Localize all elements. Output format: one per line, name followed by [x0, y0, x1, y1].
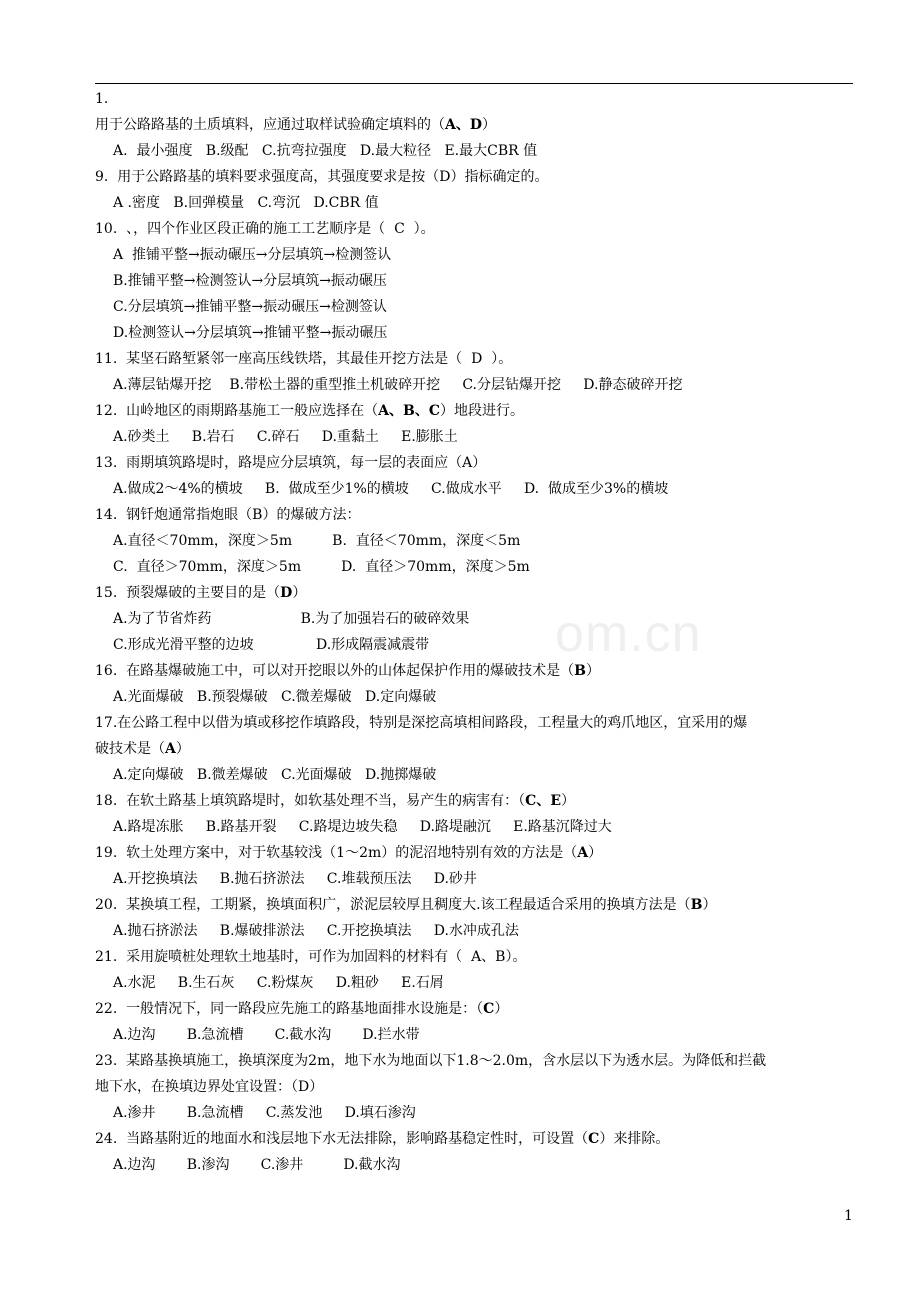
line-text: 17.在公路工程中以借为填或移挖作填路段，特别是深挖高填相间路段，工程量大的鸡爪地区，宜采用的爆	[95, 715, 748, 731]
line-text: B.推铺平整→检测签认→分层填筑→振动碾压	[113, 273, 387, 289]
option-line	[95, 424, 855, 450]
option-line	[95, 476, 855, 502]
line-text-tail: ）	[494, 1001, 509, 1017]
line-text: A.渗井 B.急流槽 C.蒸发池 D.填石渗沟	[113, 1105, 416, 1121]
line-text: 10. 、，四个作业区段正确的施工工艺顺序是（ C ）。	[95, 221, 435, 237]
answer-key: C、E	[525, 793, 561, 809]
line-text: 18. 在软土路基上填筑路堤时，如软基处理不当，易产生的病害有：（	[95, 793, 526, 809]
option-line	[95, 918, 855, 944]
line-text: A .密度 B.回弹模量 C.弯沉 D.CBR 值	[113, 195, 379, 211]
answer-key: A	[577, 845, 589, 861]
document-body	[95, 86, 855, 1178]
line-text: D.检测签认→分层填筑→推铺平整→振动碾压	[113, 325, 388, 341]
line-text: 1.	[95, 91, 109, 107]
line-text: 用于公路路基的土质填料，应通过取样试验确定填料的（	[95, 117, 445, 133]
answer-key: D	[280, 585, 293, 601]
question-line	[95, 86, 855, 112]
option-line	[95, 294, 855, 320]
line-text: 21. 采用旋喷桩处理软土地基时，可作为加固料的材料有（ A、B）。	[95, 949, 527, 965]
option-line	[95, 684, 855, 710]
answer-key: C	[588, 1131, 600, 1147]
line-text: 12. 山岭地区的雨期路基施工一般应选择在（	[95, 403, 379, 419]
option-line	[95, 190, 855, 216]
option-line	[95, 554, 855, 580]
line-text-tail: ）地段进行。	[440, 403, 525, 419]
line-text: A.做成2～4%的横坡 B. 做成至少1%的横坡 C.做成水平 D. 做成至少3%的横坡	[113, 481, 669, 497]
question-line	[95, 658, 855, 684]
line-text: C.形成光滑平整的边坡 D.形成隔震减震带	[113, 637, 430, 653]
line-text: A.砂类土 B.岩石 C.碎石 D.重黏土 E.膨胀土	[113, 429, 458, 445]
option-line	[95, 866, 855, 892]
option-line	[95, 814, 855, 840]
question-line	[95, 892, 855, 918]
option-line	[95, 528, 855, 554]
question-line	[95, 112, 855, 138]
question-line	[95, 1048, 855, 1074]
line-text: A.光面爆破 B.预裂爆破 C.微差爆破 D.定向爆破	[113, 689, 437, 705]
line-text: A.薄层钻爆开挖 B.带松土器的重型推土机破碎开挖 C.分层钻爆开挖 D.静态破碎开挖	[113, 377, 683, 393]
line-text: C.分层填筑→推铺平整→振动碾压→检测签认	[113, 299, 387, 315]
line-text: 地下水，在换填边界处宜设置：（D）	[95, 1079, 324, 1095]
option-line	[95, 242, 855, 268]
question-line	[95, 346, 855, 372]
question-line	[95, 710, 855, 736]
line-text: A.抛石挤淤法 B.爆破排淤法 C.开挖换填法 D.水冲成孔法	[113, 923, 519, 939]
answer-key: C	[483, 1001, 495, 1017]
line-text: 11. 某坚石路堑紧邻一座高压线铁塔，其最佳开挖方法是（ D ）。	[95, 351, 513, 367]
header-rule	[95, 83, 853, 84]
line-text-tail: ）	[482, 117, 497, 133]
watermark: om.cn	[555, 605, 702, 663]
question-line	[95, 1126, 855, 1152]
question-line	[95, 788, 855, 814]
line-text: 23. 某路基换填施工，换填深度为2m，地下水为地面以下1.8～2.0m，含水层以下为透水层。为降低和拦截	[95, 1053, 767, 1069]
line-text: 15. 预裂爆破的主要目的是（	[95, 585, 281, 601]
line-text: A.直径＜70mm，深度＞5m B. 直径＜70mm，深度＜5m	[113, 533, 521, 549]
option-line	[95, 138, 855, 164]
line-text: A.定向爆破 B.微差爆破 C.光面爆破 D.抛掷爆破	[113, 767, 437, 783]
question-line	[95, 502, 855, 528]
question-line	[95, 450, 855, 476]
option-line	[95, 1100, 855, 1126]
answer-key: B	[574, 663, 587, 679]
option-line	[95, 762, 855, 788]
line-text: A 推铺平整→振动碾压→分层填筑→检测签认	[113, 247, 392, 263]
line-text: 16. 在路基爆破施工中，可以对开挖眼以外的山体起保护作用的爆破技术是（	[95, 663, 575, 679]
option-line	[95, 970, 855, 996]
line-text: 13. 雨期填筑路堤时，路堤应分层填筑，每一层的表面应（A）	[95, 455, 487, 471]
question-line	[95, 164, 855, 190]
line-text: 破技术是（	[95, 741, 165, 757]
option-line	[95, 268, 855, 294]
line-text: A. 最小强度 B.级配 C.抗弯拉强度 D.最大粒径 E.最大CBR 值	[113, 143, 538, 159]
line-text-tail: ）	[292, 585, 307, 601]
line-text-tail: ）	[586, 663, 601, 679]
line-text: 22. 一般情况下，同一路段应先施工的路基地面排水设施是：（	[95, 1001, 484, 1017]
answer-key: B	[690, 897, 703, 913]
line-text-tail: ）来排除。	[599, 1131, 670, 1147]
line-text: 19. 软土处理方案中，对于软基较浅（1～2m）的泥沼地特别有效的方法是（	[95, 845, 578, 861]
line-text: C. 直径＞70mm，深度＞5m D. 直径＞70mm，深度＞5m	[113, 559, 530, 575]
option-line	[95, 320, 855, 346]
line-text-tail: ）	[588, 845, 603, 861]
option-line	[95, 372, 855, 398]
answer-key: A、B、C	[378, 403, 441, 419]
option-line	[95, 1152, 855, 1178]
line-text: 24. 当路基附近的地面水和浅层地下水无法排除，影响路基稳定性时，可设置（	[95, 1131, 589, 1147]
answer-key: A	[165, 741, 176, 757]
question-line	[95, 580, 855, 606]
option-line	[95, 606, 855, 632]
question-line	[95, 1074, 855, 1100]
line-text: 14. 钢钎炮通常指炮眼（B）的爆破方法：	[95, 507, 361, 523]
line-text: 20. 某换填工程，工期紧，换填面积广，淤泥层较厚且稠度大.该工程最适合采用的换填方法是（	[95, 897, 691, 913]
question-line	[95, 216, 855, 242]
page-number: 1	[844, 1208, 853, 1224]
question-line	[95, 840, 855, 866]
question-line	[95, 944, 855, 970]
question-line	[95, 996, 855, 1022]
question-line	[95, 736, 855, 762]
question-line	[95, 398, 855, 424]
line-text-tail: ）	[702, 897, 717, 913]
line-text: A.为了节省炸药 B.为了加强岩石的破碎效果	[113, 611, 470, 627]
line-text: A.路堤冻胀 B.路基开裂 C.路堤边坡失稳 D.路堤融沉 E.路基沉降过大	[113, 819, 612, 835]
answer-key: A、D	[445, 117, 483, 133]
option-line	[95, 632, 855, 658]
line-text: A.开挖换填法 B.抛石挤淤法 C.堆载预压法 D.砂井	[113, 871, 477, 887]
line-text: 9. 用于公路路基的填料要求强度高，其强度要求是按（D）指标确定的。	[95, 169, 549, 185]
option-line	[95, 1022, 855, 1048]
line-text: A.边沟 B.渗沟 C.渗井 D.截水沟	[113, 1157, 401, 1173]
line-text-tail: ）	[175, 741, 190, 757]
line-text-tail: ）	[561, 793, 575, 809]
line-text: A.水泥 B.生石灰 C.粉煤灰 D.粗砂 E.石屑	[113, 975, 444, 991]
line-text: A.边沟 B.急流槽 C.截水沟 D.拦水带	[113, 1027, 420, 1043]
